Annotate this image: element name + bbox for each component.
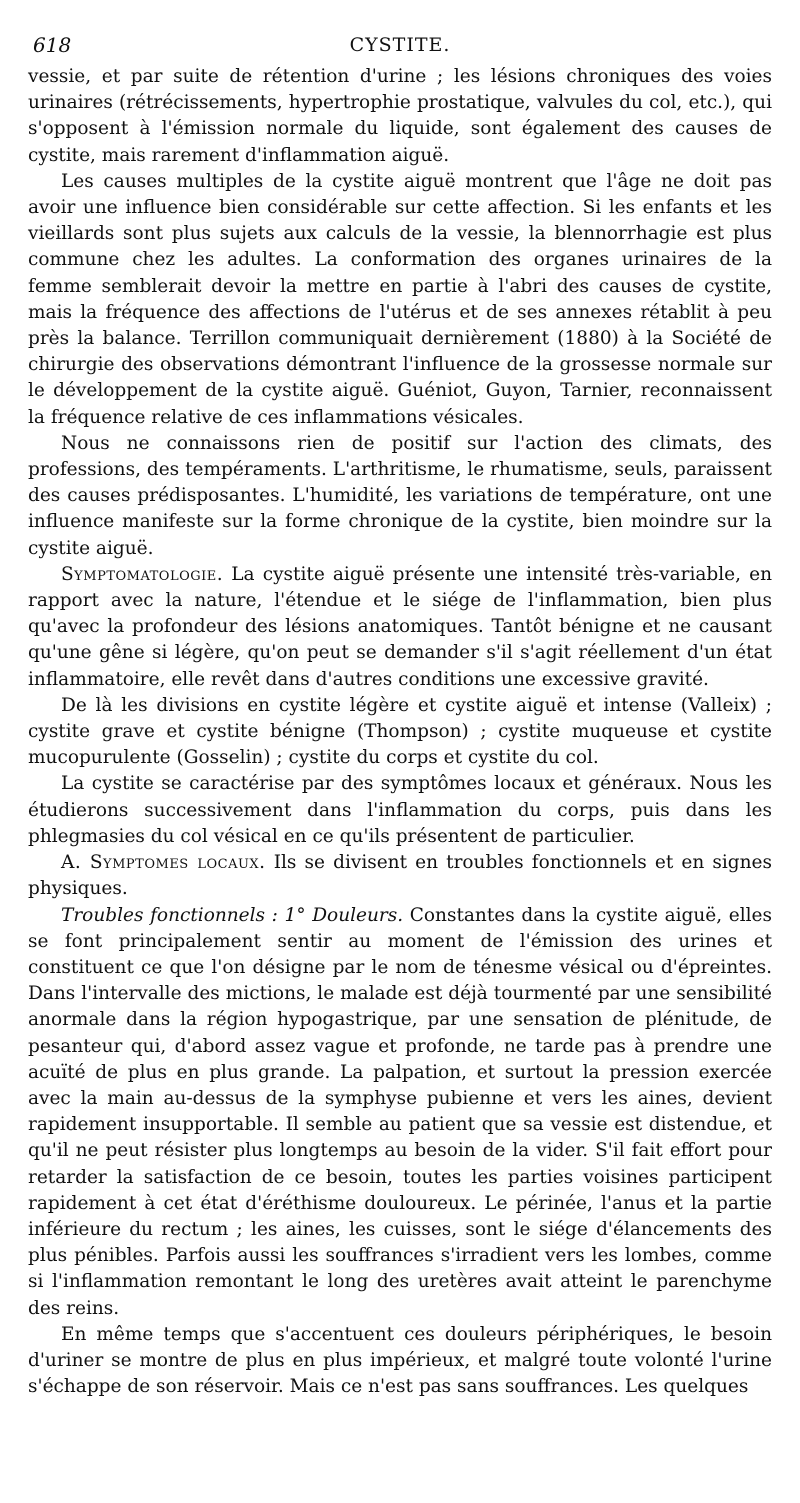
paragraph-5: De là les divisions en cystite légère et cystite aiguë et intense (Valleix) ; cystite grave et cystite bénigne (Thompson) ; cystite muqueuse et cystite mucopurulente (Gosselin) ; cystite du corps et cystite du col.: [28, 694, 772, 769]
paragraph-3: Nous ne connaissons rien de positif sur l'action des climats, des professions, des tempéraments. L'arthritisme, le rhumatisme, seuls, paraissent des causes prédisposantes. L'humidité, les variations de température, ont une influence manifeste sur la forme chronique de la cystite, bien moindre sur la cystite aiguë.: [28, 432, 772, 559]
paragraph-symptomatologie: Symptomatologie. La cystite aiguë présente une intensité très-variable, en rapport avec la nature, l'étendue et le siége de l'inflammation, bien plus qu'avec la profondeur des lésions anatomiques. Tantôt bénigne et ne causant qu'une gêne si légère, qu'on peut se demander s'il s'agit réellement d'un état inflammatoire, elle revêt dans d'autres conditions une excessive gravité.: [28, 563, 772, 690]
section-heading-symptomes-locaux: A. Symptomes locaux.: [61, 852, 266, 874]
paragraph-symptomes-locaux: A. Symptomes locaux. Ils se divisent en troubles fonctionnels et en signes physiques.: [28, 852, 772, 900]
paragraph-9: En même temps que s'accentuent ces douleurs périphériques, le besoin d'uriner se montre de plus en plus impérieux, et malgré toute volonté l'urine s'échappe de son réservoir. Mais ce n'est pas sans souffrances. Les quelques: [28, 1323, 772, 1398]
body-text: [28, 64, 772, 1400]
paragraph-1: vessie, et par suite de rétention d'urine ; les lésions chroniques des voies urinaires (rétrécissements, hypertrophie prostatique, valvules du col, etc.), qui s'opposent à l'émission normale du liquide, sont également des causes de cystite, mais rarement d'inflammation aiguë.: [28, 66, 772, 166]
paragraph-2: Les causes multiples de la cystite aiguë montrent que l'âge ne doit pas avoir une influence bien considérable sur cette affection. Si les enfants et les vieillards sont plus sujets aux calculs de la vessie, la blennorrhagie est plus commune chez les adultes. La conformation des organes urinaires de la femme semblerait devoir la mettre en partie à l'abri des causes de cystite, mais la fréquence des affections de l'utérus et de ses annexes rétablit à peu près la balance. Terrillon communiquait dernièrement (1880) à la Société de chirurgie des observations démontrant l'influence de la grossesse normale sur le développement de la cystite aiguë. Guéniot, Guyon, Tarnier, reconnaissent la fréquence relative de ces inflammations vésicales.: [28, 170, 772, 428]
paragraph-6: La cystite se caractérise par des symptômes locaux et généraux. Nous les étudierons successivement dans l'inflammation du corps, puis dans les phlegmasies du col vésical en ce qu'ils présentent de particulier.: [28, 773, 772, 847]
subheading-troubles-fonctionnels: Troubles fonctionnels : 1° Douleurs.: [61, 904, 404, 926]
page-number: 618: [33, 33, 72, 57]
running-title: CYSTITE.: [349, 34, 451, 56]
section-heading-symptomatologie: Symptomatologie.: [61, 563, 224, 585]
page-header: [28, 28, 772, 64]
paragraph-troubles-fonctionnels: Troubles fonctionnels : 1° Douleurs. Constantes dans la cystite aiguë, elles se font principalement sentir au moment de l'émission des urines et constituent ce que l'on désigne par le nom de ténesme vésical ou d'épreintes. Dans l'intervalle des mictions, le malade est déjà tourmenté par une sensibilité anormale dans la région hypogastrique, par une sensation de plénitude, de pesanteur qui, d'abord assez vague et profonde, ne tarde pas à prendre une acuïté de plus en plus grande. La palpation, et surtout la pression exercée avec la main au-dessus de la symphyse pubienne et vers les aines, devient rapidement insupportable. Il semble au patient que sa vessie est distendue, et qu'il ne peut résister plus longtemps au besoin de la vider. S'il fait effort pour retarder la satisfaction de ce besoin, toutes les parties voisines participent rapidement à cet état d'éréthisme douloureux. Le périnée, l'anus et la partie inférieure du rectum ; les aines, les cuisses, sont le siége d'élancements des plus pénibles. Parfois aussi les souffrances s'irradient vers les lombes, comme si l'inflammation remontant le long des uretères avait atteint le parenchyme des reins.: [28, 904, 772, 1319]
